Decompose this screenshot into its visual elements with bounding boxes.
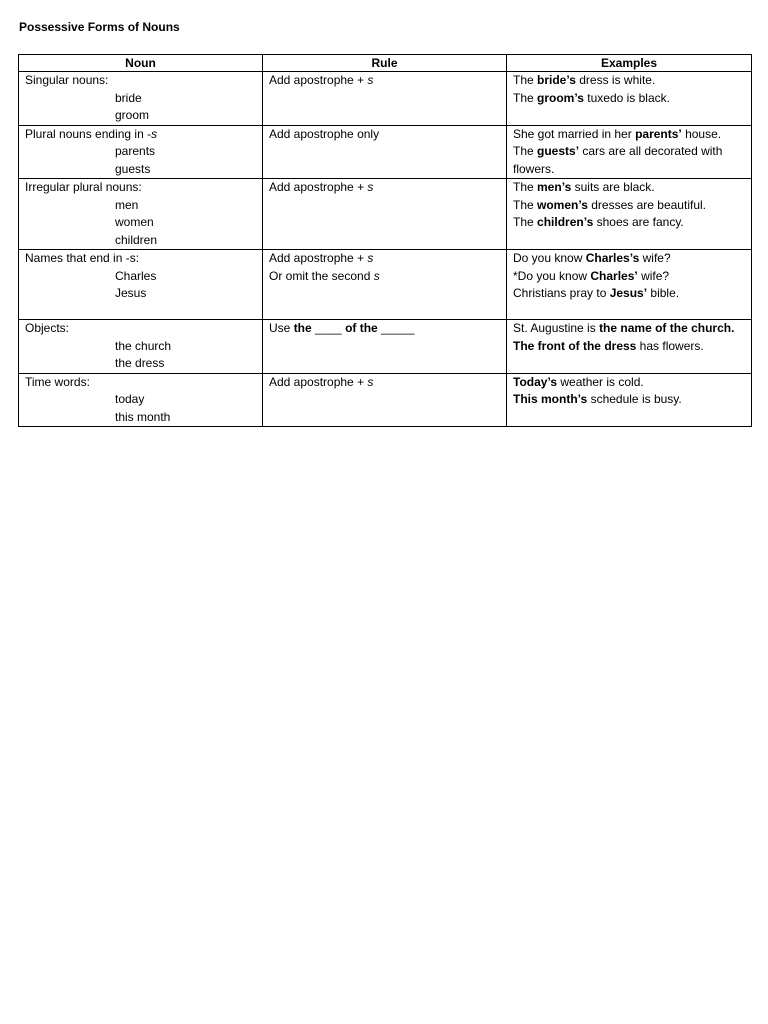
table-header-row — [19, 55, 752, 72]
table-row — [19, 250, 752, 320]
rule-cell — [263, 72, 507, 126]
rule-line — [269, 268, 500, 286]
example-sentence — [513, 72, 745, 90]
examples-cell — [507, 125, 752, 179]
bold-text: The front of the dress — [513, 338, 637, 353]
example-sentence — [513, 250, 745, 268]
noun-example-word: men — [115, 197, 139, 212]
examples-cell — [507, 250, 752, 320]
bold-text: This month’s — [513, 392, 588, 406]
header-rule: Rule — [263, 55, 507, 72]
noun-category-text: Plural nouns ending in - — [25, 126, 152, 141]
example-sentence — [513, 285, 745, 303]
noun-cell — [19, 72, 263, 126]
header-noun: Noun — [19, 55, 263, 72]
bold-text: of the — [345, 321, 378, 335]
noun-category-text: Objects: — [25, 321, 70, 335]
example-sentence — [513, 374, 745, 392]
text-run: weather is cold. — [557, 374, 644, 389]
noun-category-text: Names that end in -s: — [25, 251, 140, 265]
italic-text: s — [367, 73, 374, 87]
noun-category — [25, 320, 256, 338]
bold-text: guests’ — [537, 144, 580, 158]
noun-category-text: Irregular plural nouns: — [25, 180, 142, 194]
table-body — [19, 72, 752, 427]
noun-example-word: the church — [115, 338, 172, 353]
italic-text: s — [367, 374, 374, 389]
page-title: Possessive Forms of Nouns — [19, 20, 180, 34]
text-run: The — [513, 90, 538, 105]
bold-text: Today’s — [513, 374, 558, 389]
examples-cell — [507, 72, 752, 126]
rule-line — [269, 126, 500, 144]
noun-category-text: Time words: — [25, 374, 90, 389]
example-sentence — [513, 197, 745, 215]
example-sentence — [513, 214, 745, 232]
noun-category — [25, 374, 256, 392]
noun-example-word: this month — [115, 409, 171, 424]
table-row — [19, 179, 752, 250]
bold-text: men’s — [537, 180, 572, 194]
text-run: The — [513, 144, 538, 158]
noun-example-word: Charles — [115, 268, 157, 283]
header-examples: Examples — [507, 55, 752, 72]
rule-line — [269, 374, 500, 392]
noun-example-word: bride — [115, 90, 142, 105]
noun-example-word: guests — [115, 161, 151, 176]
rule-cell — [263, 373, 507, 427]
noun-category — [25, 250, 256, 268]
text-run: _____ — [377, 321, 415, 335]
text-run: The — [513, 73, 538, 87]
bold-text: Charles’ — [590, 268, 638, 283]
example-sentence — [513, 391, 745, 409]
text-run: cars are all decorated with flowers. — [513, 144, 723, 176]
noun-example-word: groom — [115, 108, 150, 122]
text-run: Add apostrophe only — [269, 126, 380, 141]
text-run: The — [513, 215, 538, 229]
examples-cell — [507, 373, 752, 427]
noun-category-text: Singular nouns: — [25, 73, 109, 87]
text-run: wife? — [639, 251, 671, 265]
noun-cell — [19, 320, 263, 374]
text-run: The — [513, 180, 538, 194]
rule-cell — [263, 125, 507, 179]
text-run: Add apostrophe + — [269, 73, 368, 87]
italic-text: s — [367, 251, 374, 265]
rule-cell — [263, 320, 507, 374]
text-run: Christians pray to — [513, 286, 610, 300]
example-sentence — [513, 320, 745, 338]
rule-cell — [263, 250, 507, 320]
table-row — [19, 125, 752, 179]
text-run: has flowers. — [636, 338, 704, 353]
rule-line — [269, 320, 500, 338]
example-sentence — [513, 143, 745, 178]
bold-text: Jesus’ — [609, 286, 648, 300]
rule-line — [269, 72, 500, 90]
noun-example-word: parents — [115, 144, 156, 158]
rule-line — [269, 179, 500, 197]
noun-cell — [19, 250, 263, 320]
bold-text: children’s — [537, 215, 594, 229]
text-run: shoes are fancy. — [593, 215, 684, 229]
example-sentence — [513, 179, 745, 197]
text-run: ____ — [311, 321, 346, 335]
text-run: dresses are beautiful. — [587, 197, 706, 212]
text-run: Do you know — [513, 251, 586, 265]
text-run: tuxedo is black. — [583, 90, 670, 105]
noun-cell — [19, 125, 263, 179]
text-run: Or omit the second — [269, 268, 374, 283]
text-run: Add apostrophe + — [269, 374, 368, 389]
text-run: schedule is busy. — [587, 392, 682, 406]
italic-text: s — [373, 268, 380, 283]
text-run: Use — [269, 321, 294, 335]
text-run: house. — [681, 126, 722, 141]
text-run: bible. — [647, 286, 680, 300]
rule-cell — [263, 179, 507, 250]
example-sentence — [513, 126, 745, 144]
example-sentence — [513, 268, 745, 286]
noun-category — [25, 72, 256, 90]
noun-category — [25, 179, 256, 197]
noun-category — [25, 126, 256, 144]
examples-cell — [507, 320, 752, 374]
possessive-table — [18, 54, 752, 427]
noun-example-word: Jesus — [115, 286, 147, 300]
text-run: wife? — [637, 268, 670, 283]
noun-cell — [19, 179, 263, 250]
table-row — [19, 320, 752, 374]
italic-text: s — [367, 180, 374, 194]
bold-text: the name of the church. — [599, 321, 735, 335]
text-run: She got married in her — [513, 126, 636, 141]
italic-text: s — [151, 126, 158, 141]
text-run: suits are black. — [571, 180, 655, 194]
text-run: Add apostrophe + — [269, 251, 368, 265]
examples-cell — [507, 179, 752, 250]
text-run: dress is white. — [575, 73, 656, 87]
bold-text: parents’ — [635, 126, 682, 141]
text-run: *Do you know — [513, 268, 591, 283]
table-row — [19, 373, 752, 427]
rule-line — [269, 250, 500, 268]
noun-example-word: children — [115, 232, 158, 247]
example-sentence — [513, 338, 745, 356]
table-row — [19, 72, 752, 126]
text-run: The — [513, 197, 538, 212]
noun-example-word: today — [115, 392, 145, 406]
text-run: Add apostrophe + — [269, 180, 368, 194]
noun-cell — [19, 373, 263, 427]
bold-text: groom’s — [537, 90, 584, 105]
example-sentence — [513, 90, 745, 108]
text-run: St. Augustine is — [513, 321, 600, 335]
bold-text: bride’s — [537, 73, 576, 87]
noun-example-word: women — [115, 215, 154, 229]
bold-text: Charles’s — [585, 251, 640, 265]
noun-example-word: the dress — [115, 356, 165, 370]
bold-text: the — [293, 321, 312, 335]
bold-text: women’s — [537, 197, 588, 212]
